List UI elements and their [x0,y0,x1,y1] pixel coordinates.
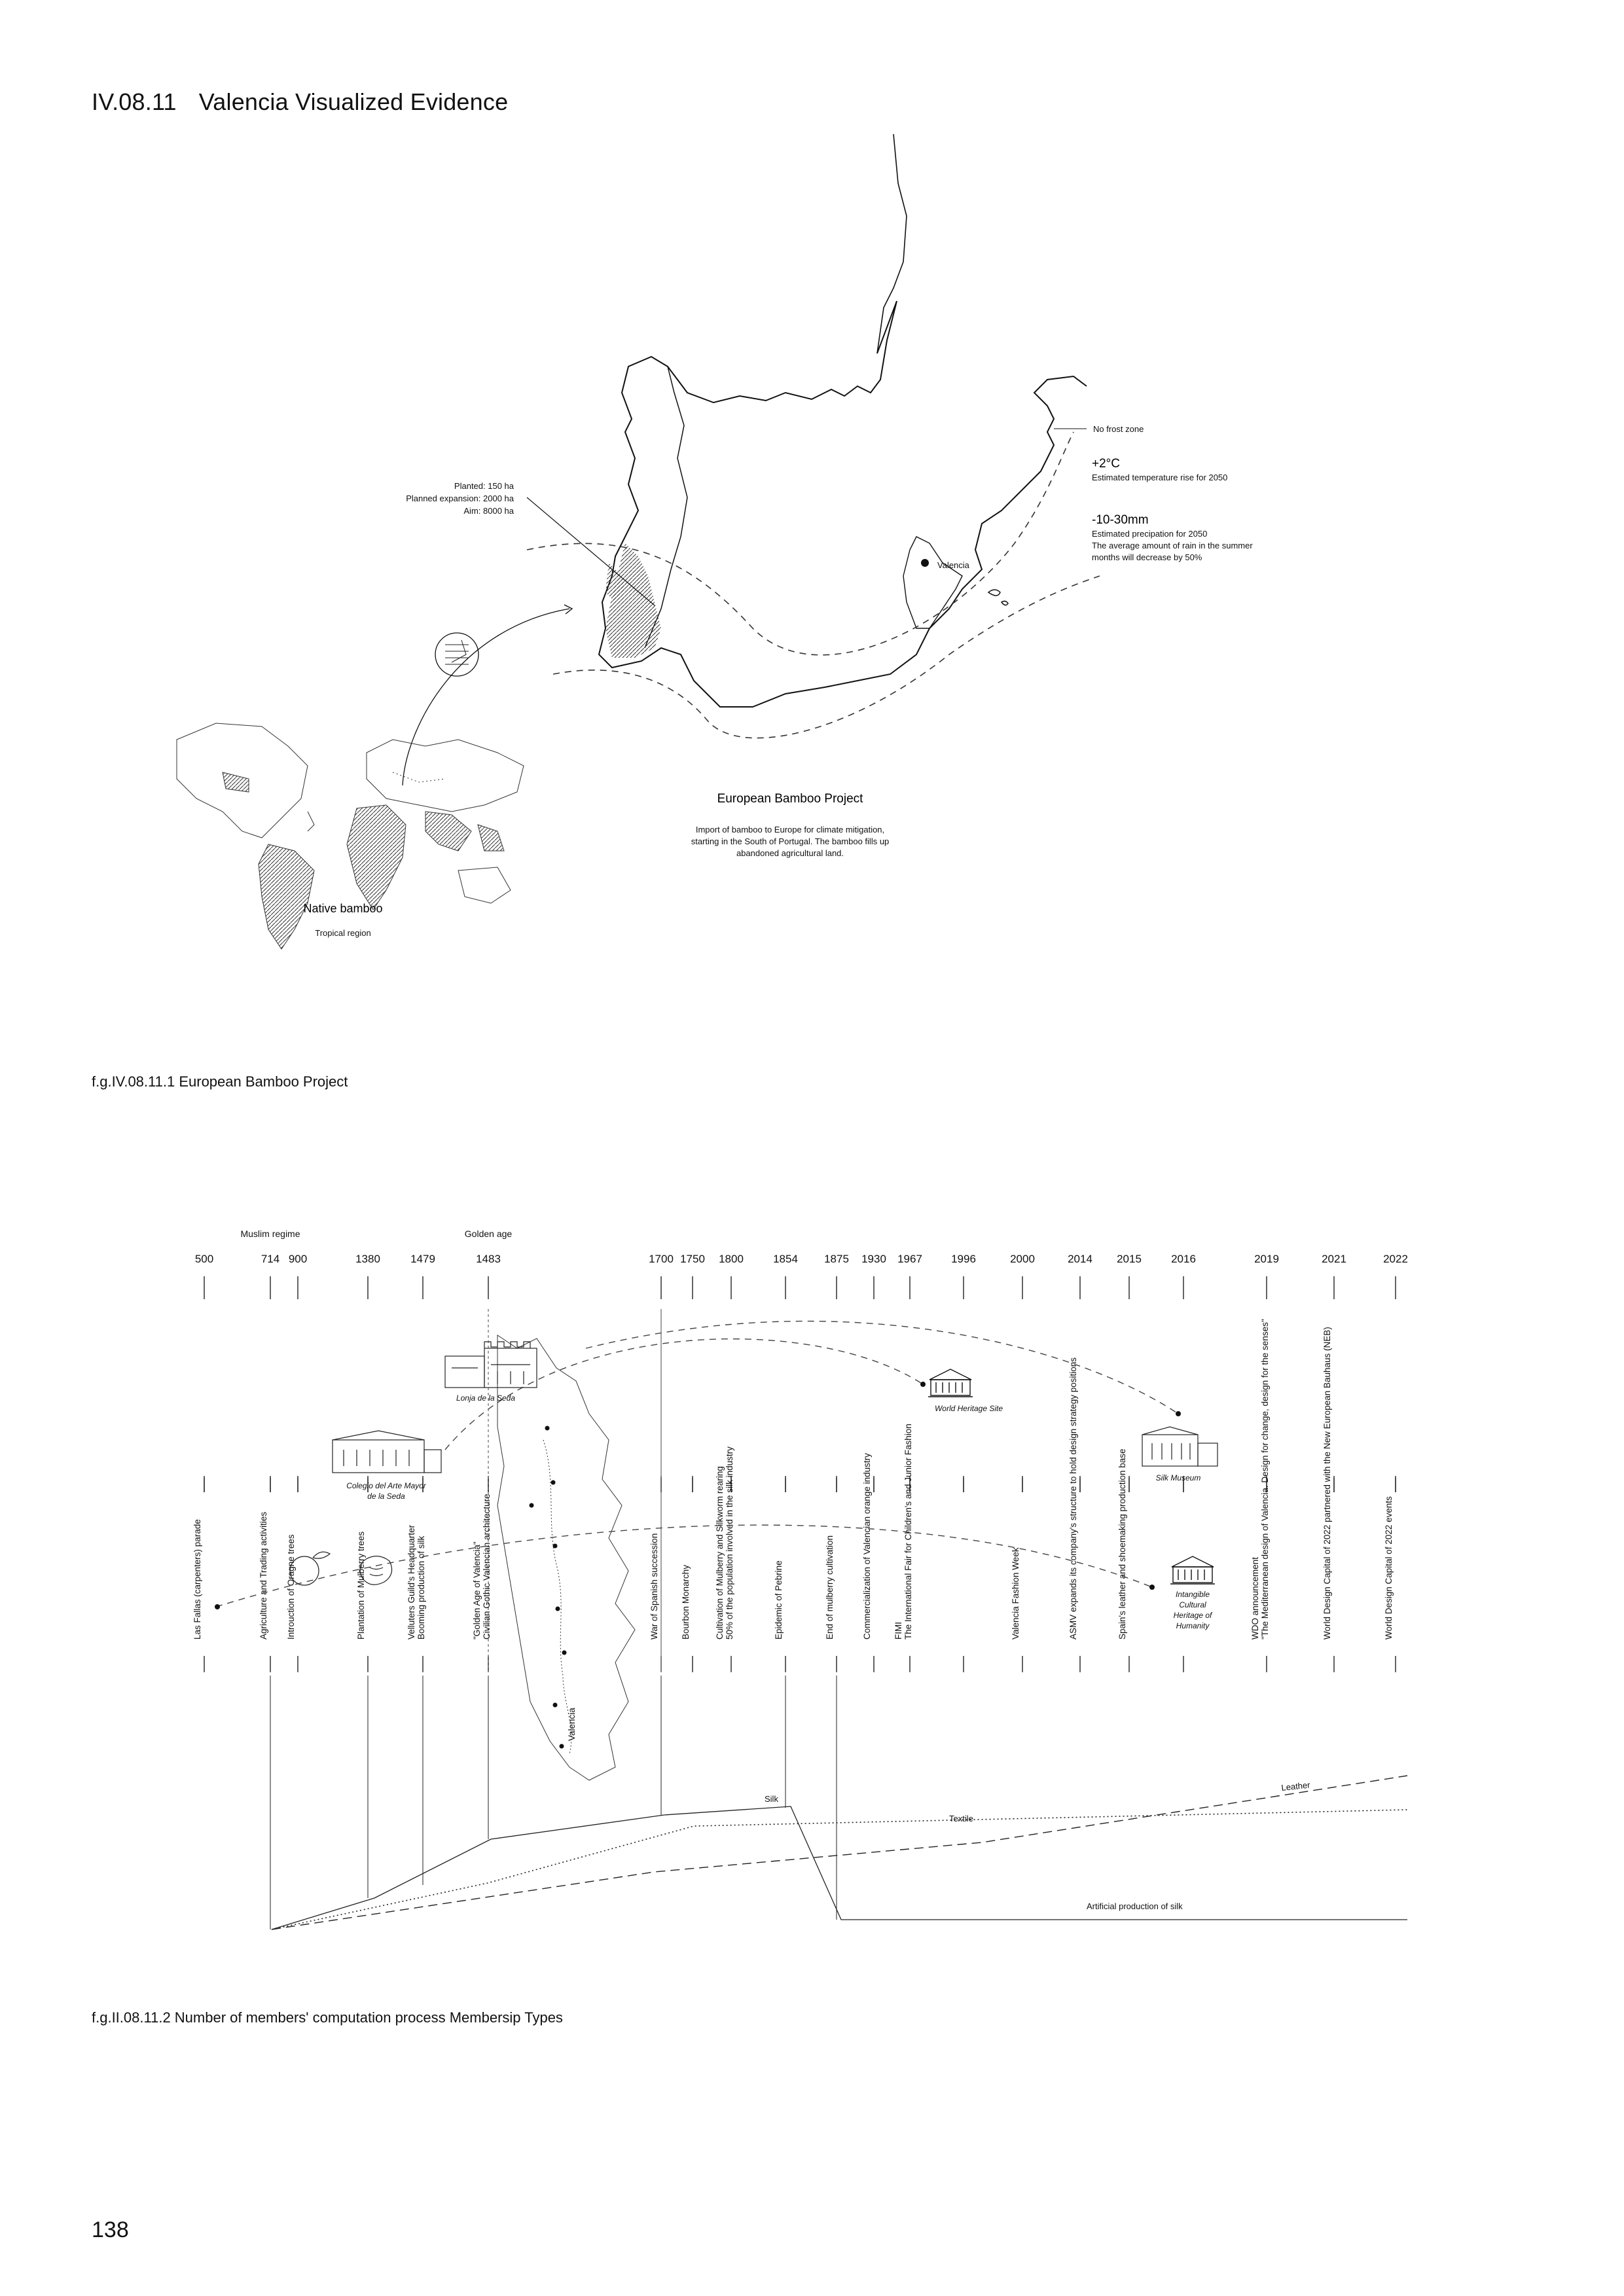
event-label: 50% of the population involved in the silk industry [725,1446,734,1640]
intangible-label-2: Cultural [1179,1600,1206,1609]
year-label: 1854 [773,1253,798,1265]
lonja-arc [445,1339,923,1450]
section-number: IV.08.11 [92,88,177,115]
event-label: "Golden Age of Valencia" [472,1541,482,1640]
no-frost-label: No frost zone [1093,424,1144,434]
valencia-map-label: Valencia [937,560,969,570]
valencia-map-points [530,1426,567,1749]
lonja-label: Lonja de la Seda [456,1393,516,1403]
planted-label: Planted: 150 ha [454,481,514,491]
silk-museum-arc [586,1321,1178,1414]
year-label: 1700 [649,1253,674,1265]
planted-leader-line [527,497,655,605]
event-label: Velluters Guild's Headquarter [406,1524,416,1640]
artificial-silk-label: Artificial production of silk [1087,1901,1183,1911]
event-label: WDO announcement [1250,1556,1260,1640]
colegio-building-icon [333,1431,441,1473]
event-label: Civilian Gothic Valencian architecture [482,1494,492,1640]
year-label: 1483 [476,1253,501,1265]
event-label: End of mulberry cultivation [825,1535,835,1640]
era-muslim-label: Muslim regime [240,1229,300,1239]
planned-label: Planned expansion: 2000 ha [406,493,514,503]
year-label: 2022 [1383,1253,1408,1265]
intangible-label-3: Heritage of [1173,1611,1212,1620]
valencia-region [903,537,962,628]
figure-caption-1: f.g.IV.08.11.1 European Bamboo Project [92,1073,348,1090]
tick-lines [204,1276,1396,1929]
year-label: 1930 [861,1253,886,1265]
year-label: 900 [288,1253,308,1265]
event-label: Valencia Fashion Week [1011,1547,1020,1640]
event-label: The International Fair for Children's and Junior Fashion [903,1424,913,1640]
event-label: World Design Capital of 2022 partnered with the New European Bauhaus (NEB) [1322,1327,1332,1640]
project-desc-1: Import of bamboo to Europe for climate mitigation, [695,825,885,834]
year-label: 1875 [824,1253,849,1265]
event-label: Bourbon Monarchy [681,1564,691,1640]
temp-value: +2°C [1092,457,1120,471]
silk-line-label: Silk [765,1794,778,1804]
year-label: 1380 [355,1253,380,1265]
unesco-icon-ich [1170,1556,1215,1584]
year-label: 2015 [1117,1253,1142,1265]
year-label: 714 [261,1253,280,1265]
leather-line-label: Leather [1280,1780,1311,1793]
intangible-label-4: Humanity [1176,1621,1210,1630]
unesco-icon-whs [928,1369,973,1397]
figure-caption-2: f.g.II.08.11.2 Number of members' computation process Membersip Types [92,2009,563,2026]
event-label: "The Mediterranean design of Valencia. Design for change, design for the senses" [1260,1319,1270,1640]
event-label: Agriculture and Trading activities [259,1511,268,1640]
year-label: 2016 [1171,1253,1196,1265]
event-label: Plantation of Mulberry trees [356,1531,366,1640]
colegio-label-1: Colegio del Arte Mayor [346,1481,426,1490]
valencia-map-city: Valencia [567,1708,577,1741]
year-label: 2000 [1010,1253,1035,1265]
event-label: Las Fallas (carpenters) parade [192,1519,202,1640]
aim-label: Aim: 8000 ha [463,506,514,516]
event-label: Epidemic of Pebrine [774,1560,784,1640]
balearic-islands [988,590,1008,605]
event-labels [192,1319,1394,1640]
project-desc-2: starting in the South of Portugal. The bamboo fills up [691,836,890,846]
native-bamboo-sub: Tropical region [315,928,371,938]
year-label: 500 [194,1253,214,1265]
precip-label: Estimated precipation for 2050 [1092,529,1208,539]
event-label: Introuction of Oragne trees [286,1534,296,1640]
intangible-label-1: Intangible [1175,1590,1210,1599]
event-label: World Design Capital of 2022 events [1384,1496,1394,1640]
year-label: 1800 [719,1253,744,1265]
event-label: Booming production of silk [416,1535,426,1640]
leather-line [272,1776,1407,1929]
world-map [177,723,524,949]
year-label: 2019 [1254,1253,1279,1265]
silk-museum-label: Silk Museum [1155,1473,1201,1482]
project-title: European Bamboo Project [717,792,863,806]
silk-timeline-figure [0,1211,1624,2062]
event-label: ASMV expands its company's structure to hold design strategy positions [1068,1357,1078,1640]
year-label: 1996 [951,1253,976,1265]
lonja-building-icon [445,1342,537,1388]
event-label: FIMI [893,1622,903,1640]
bamboo-map-figure [0,0,1624,1113]
native-bamboo-title: Native bamboo [303,902,383,915]
section-title: Valencia Visualized Evidence [198,88,509,115]
textile-line-label: Textile [949,1814,973,1823]
era-golden-label: Golden age [464,1229,513,1239]
year-label: 1479 [410,1253,435,1265]
orange-icon [290,1552,330,1585]
iberia-outline [599,301,1087,707]
project-desc-3: abandoned agricultural land. [736,848,844,858]
valencia-coast-map [497,1335,635,1780]
event-label: Spain's leather and shoemaking production base [1117,1448,1127,1640]
precip-note-1: The average amount of rain in the summer [1092,541,1253,550]
event-label: Commercialization of Valencian orange industry [862,1453,872,1640]
valencia-dot [921,559,929,567]
year-label: 1750 [680,1253,705,1265]
event-label: Cultivation of Mulberry and Silkworm rearing [715,1466,725,1640]
year-label: 2014 [1068,1253,1092,1265]
page-number: 138 [92,2217,129,2242]
colegio-label-2: de la Seda [367,1492,405,1501]
event-label: War of Spanish succession [649,1533,659,1640]
precip-value: -10-30mm [1092,513,1149,527]
world-heritage-label: World Heritage Site [934,1404,1003,1413]
precip-note-2: months will decrease by 50% [1092,552,1202,562]
year-label: 2021 [1322,1253,1346,1265]
silk-museum-icon [1142,1427,1218,1466]
temp-label: Estimated temperature rise for 2050 [1092,473,1228,482]
pyrenees-border [877,301,897,353]
year-labels [195,1253,1408,1265]
silk-line [272,1806,1407,1929]
year-label: 1967 [897,1253,922,1265]
import-arrow [403,609,569,785]
textile-line [272,1810,1407,1929]
